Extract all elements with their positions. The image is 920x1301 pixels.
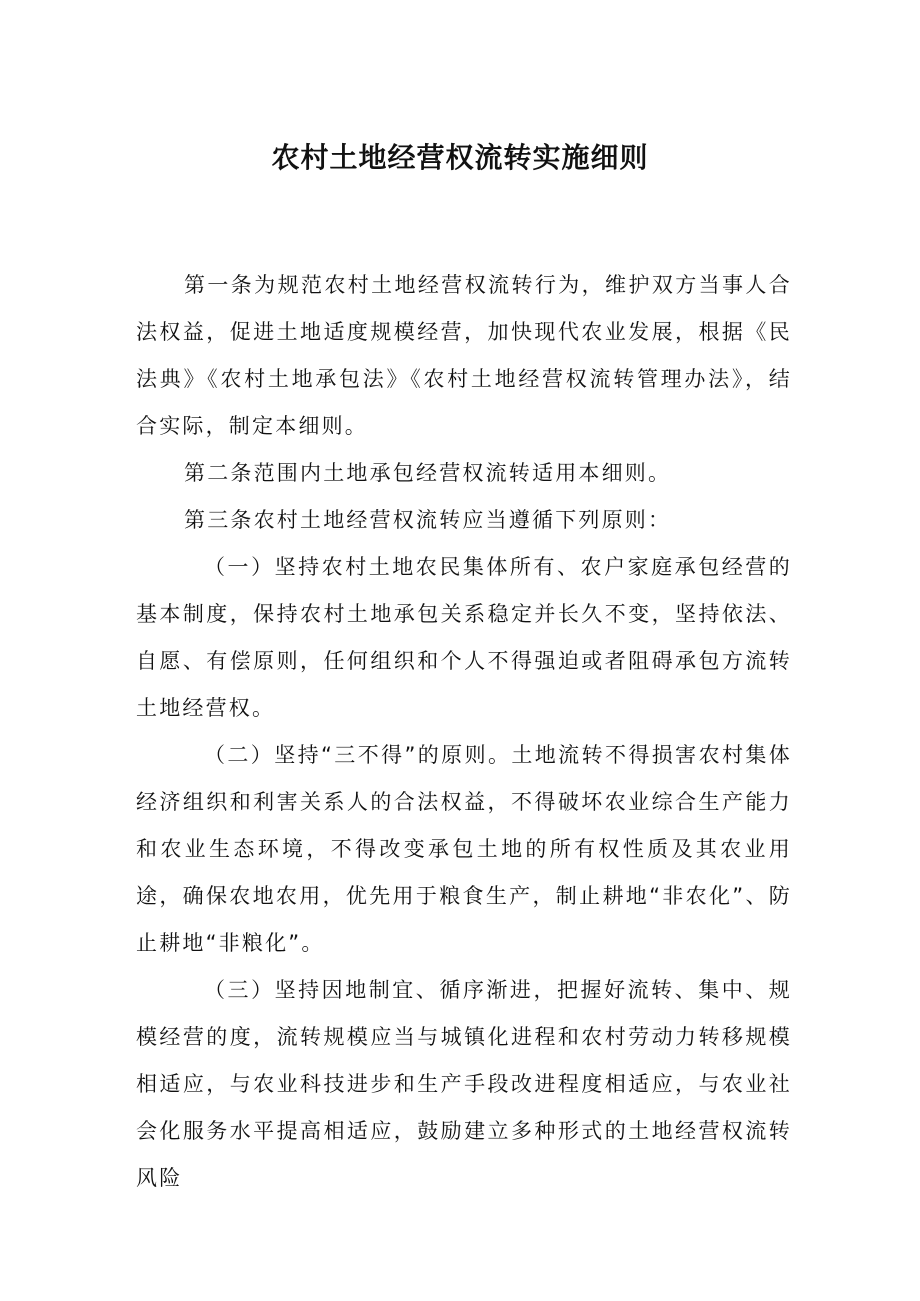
article-1-paragraph: 第一条为规范农村土地经营权流转行为，维护双方当事人合法权益，促进土地适度规模经营，加快现代农业发展，根据《民法典》《农村土地承包法》《农村土地经营权流转管理办法》，结合实际，制定本细则。 [136,273,792,438]
article-2-paragraph: 第二条范围内土地承包经营权流转适用本细则。 [184,461,672,485]
principle-3-paragraph: （三）坚持因地制宜、循序渐进，把握好流转、集中、规模经营的度，流转规模应当与城镇化进程和农村劳动力转移规模相适应，与农业科技进步和生产手段改进程度相适应，与农业社会化服务水平提高相适应，鼓励建立多种形式的土地经营权流转风险 [136,978,792,1190]
principle-1-paragraph: （一）坚持农村土地农民集体所有、农户家庭承包经营的基本制度，保持农村土地承包关系稳定并长久不变，坚持依法、自愿、有偿原则，任何组织和个人不得强迫或者阻碍承包方流转土地经营权。 [136,555,792,720]
document-body [136,262,792,1202]
principle-2-paragraph: （二）坚持“三不得”的原则。土地流转不得损害农村集体经济组织和利害关系人的合法权益，不得破坏农业综合生产能力和农业生态环境，不得改变承包土地的所有权性质及其农业用途，确保农地农用，优先用于粮食生产，制止耕地“非农化”、防止耕地“非粮化”。 [136,743,792,955]
article-3-paragraph: 第三条农村土地经营权流转应当遵循下列原则： [184,508,672,532]
document-title: 农村土地经营权流转实施细则 [271,141,649,174]
